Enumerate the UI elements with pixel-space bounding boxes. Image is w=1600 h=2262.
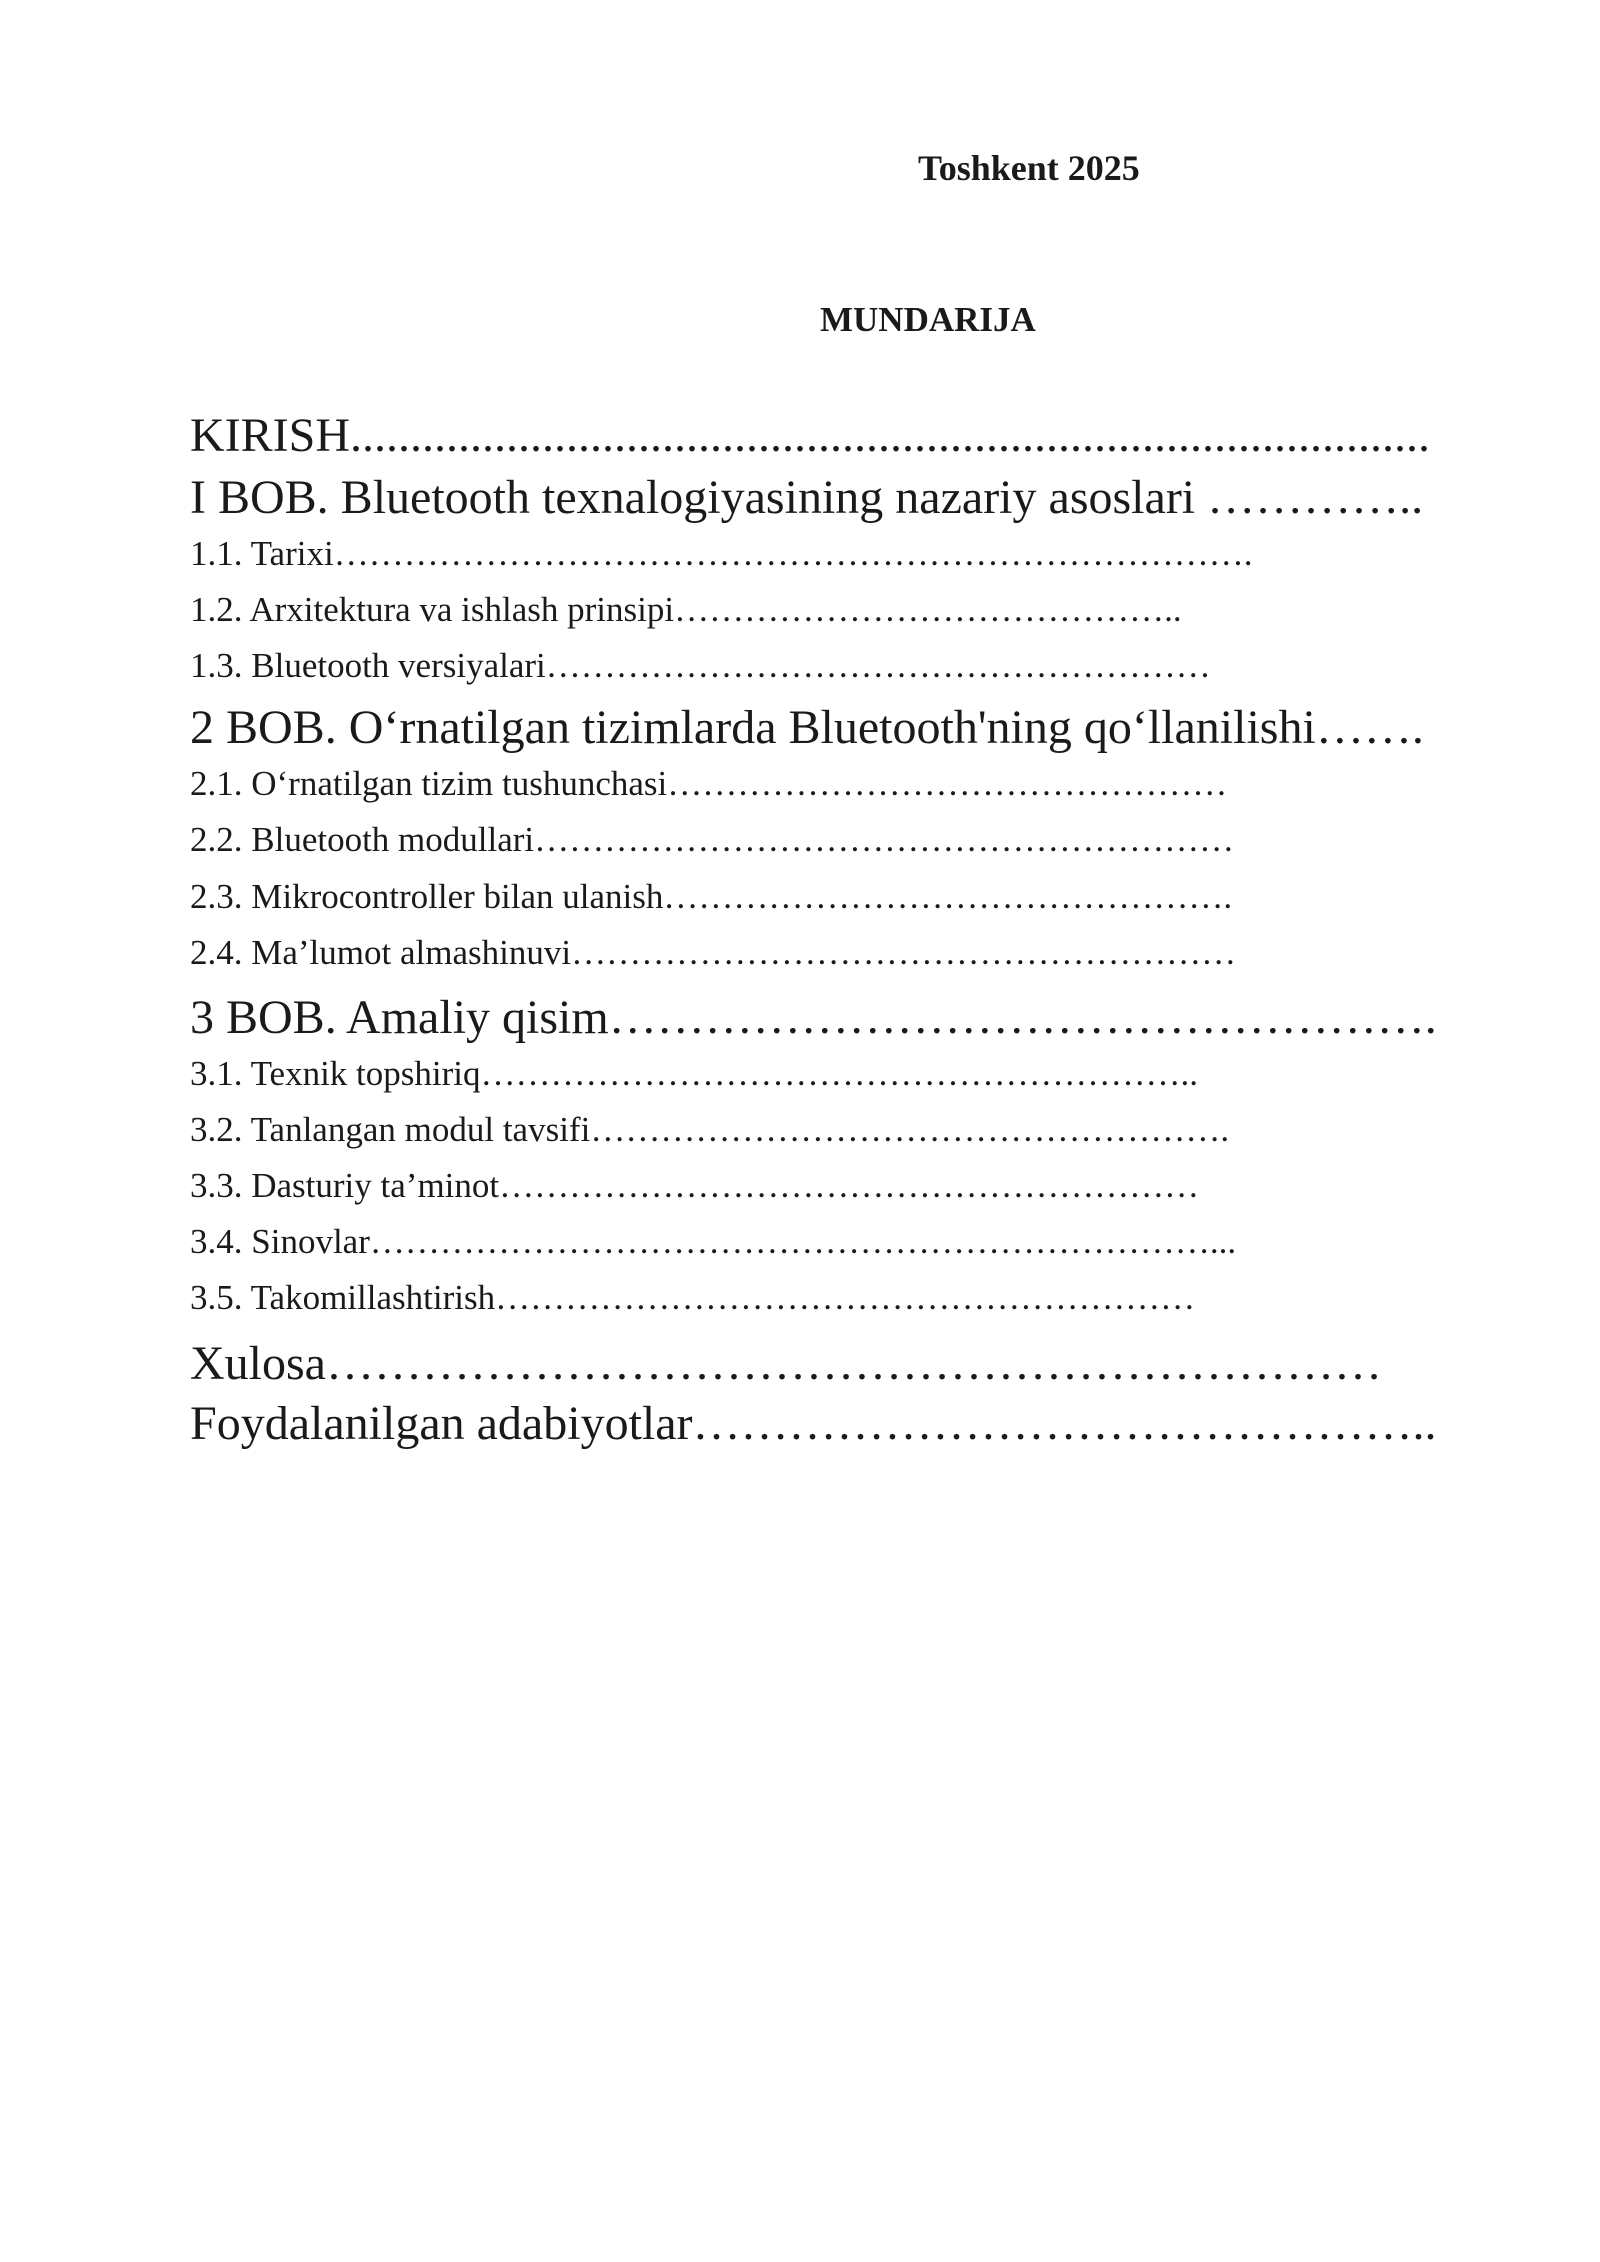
toc-entry-2-4: 2.4. Ma’lumot almashinuvi………………………………………………… [190, 933, 1237, 972]
toc-entry-1-1: 1.1. Tarixi……………………………………………………………………. [190, 534, 1253, 573]
toc-entry-chapter-2: 2 BOB. Oʻrnatilgan tizimlarda Bluetooth'ning qoʻllanilishi……. [190, 701, 1424, 754]
toc-title: MUNDARIJA [820, 300, 1036, 339]
toc-entry-chapter-1: I BOB. Bluetooth texnalogiyasining nazariy asoslari ………….. [190, 471, 1424, 524]
toc-entry-1-2: 1.2. Arxitektura va ishlash prinsipi…………………………………….. [190, 590, 1182, 629]
toc-entry-3-1: 3.1. Texnik topshiriq…………………………………………………….. [190, 1054, 1199, 1093]
toc-entry-chapter-3: 3 BOB. Amaliy qisim……………………………………………. [190, 991, 1437, 1044]
toc-entry-3-3: 3.3. Dasturiy ta’minot…………………………………………………… [190, 1166, 1200, 1205]
toc-entry-2-1: 2.1. Oʻrnatilgan tizim tushunchasi………………………………………… [190, 764, 1228, 803]
toc-entry-3-2: 3.2. Tanlangan modul tavsifi………………………………………………. [190, 1110, 1230, 1149]
toc-entry-1-3: 1.3. Bluetooth versiyalari………………………………………………… [190, 646, 1211, 685]
toc-entry-3-5: 3.5. Takomillashtirish…………………………………………………… [190, 1278, 1196, 1317]
city-year-text: Toshkent 2025 [918, 148, 1140, 188]
toc-entry-3-4: 3.4. Sinovlar………………………………………………………………... [190, 1222, 1237, 1261]
toc-entry-2-2: 2.2. Bluetooth modullari…………………………………………………… [190, 820, 1235, 859]
toc-entry-xulosa: Xulosa………………………………………………………… [190, 1337, 1382, 1390]
toc-entry-kirish: KIRISH.......................................................................................... [190, 409, 1431, 462]
toc-entry-2-3: 2.3. Mikrocontroller bilan ulanish…………………………………………. [190, 877, 1233, 916]
toc-entry-adabiyotlar: Foydalanilgan adabiyotlar……………………………………….. [190, 1397, 1437, 1450]
